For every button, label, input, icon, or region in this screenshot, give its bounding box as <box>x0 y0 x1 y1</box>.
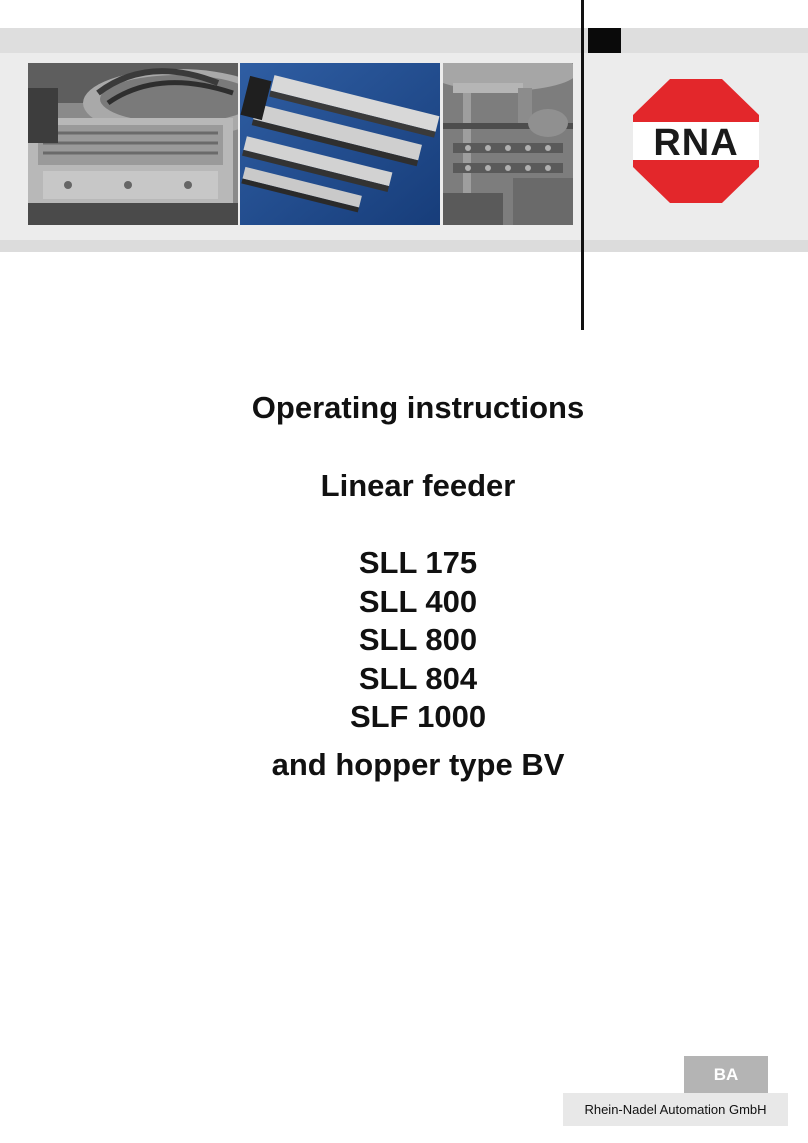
linear-feeder-rails-photo <box>240 63 440 225</box>
feeder-assembly-photo <box>443 63 573 225</box>
model-item: SLL 800 <box>358 622 478 657</box>
vibratory-bowl-feeder-photo <box>28 63 238 225</box>
hopper-title: and hopper type BV <box>271 746 565 782</box>
model-item: SLL 175 <box>358 545 478 580</box>
model-item: SLL 804 <box>358 660 478 696</box>
vertical-divider-line <box>581 0 584 330</box>
product-title: Linear feeder <box>320 468 516 503</box>
model-item: SLF 1000 <box>349 699 487 734</box>
header-bottom-band <box>0 240 808 252</box>
header-band <box>0 28 808 53</box>
company-name: Rhein-Nadel Automation GmbH <box>563 1093 788 1126</box>
doc-type-title: Operating instructions <box>251 390 585 425</box>
logo-text: RNA <box>653 122 739 164</box>
model-list <box>0 544 808 737</box>
header-black-block <box>588 28 621 53</box>
model-item: SLL 400 <box>358 583 478 619</box>
cover-title-block <box>0 388 808 785</box>
doc-code-badge: BA <box>684 1056 768 1094</box>
rna-logo <box>633 79 759 203</box>
